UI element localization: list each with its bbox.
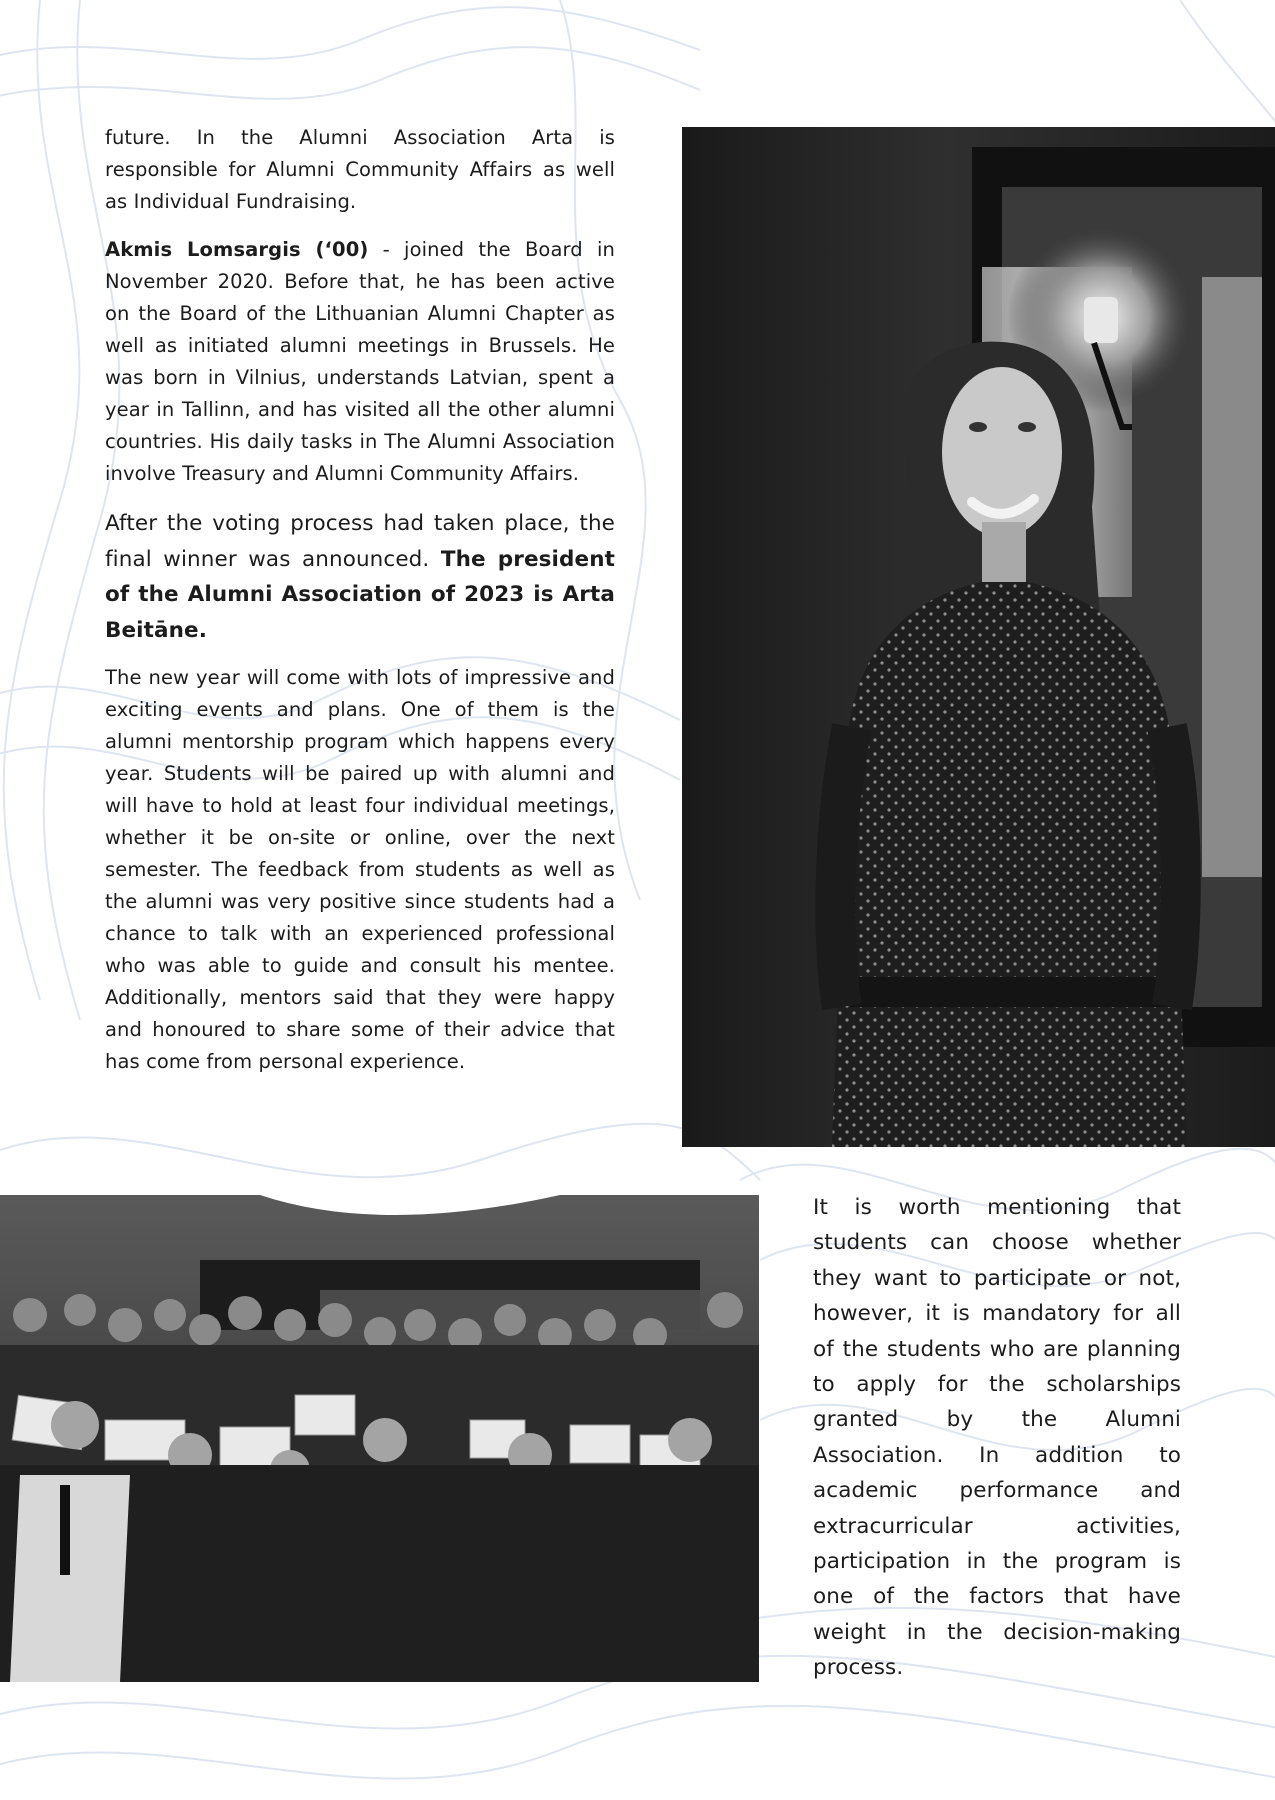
akmis-paragraph: [105, 234, 615, 490]
akmis-name: Akmis Lomsargis (‘00): [105, 238, 369, 261]
left-text-column: [105, 122, 615, 1094]
announcement-paragraph: [105, 506, 615, 648]
akmis-bio: - joined the Board in November 2020. Before that, he has been active on the Board of the Lithuanian Alumni Chapter as well as initiated alumni meetings in Brussels. He was born in Vilnius, understands Latvian, spent a year in Tallinn, and has visited all the other alumni countries. His daily tasks in The Alumni Association involve Treasury and Alumni Community Affairs.: [105, 238, 615, 485]
portrait-photo-graphic: [682, 127, 1275, 1147]
group-photo-graphic: [0, 1195, 759, 1682]
group-photo: [0, 1195, 759, 1682]
portrait-photo: [682, 127, 1275, 1147]
scholarship-paragraph: It is worth mentioning that students can choose whether they want to participate or not, however, it is mandatory for all of the students who are planning to apply for the scholarships granted by the Alumni Association. In addition to academic performance and extracurricular activities, participation in the program is one of the factors that have weight in the decision-making process.: [813, 1195, 1181, 1681]
president-announcement: The president of the Alumni Association of 2023 is Arta Beitāne.: [105, 546, 615, 643]
mentorship-paragraph: The new year will come with lots of impressive and exciting events and plans. One of them is the alumni mentorship program which happens every year. Students will be paired up with alumni and will have to hold at least four individual meetings, whether it be on-site or online, over the next semester. The feedback from students as well as the alumni was very positive since students had a chance to talk with an experienced professional who was able to guide and consult his mentee. Additionally, mentors said that they were happy and honoured to share some of their advice that has come from personal experience.: [105, 666, 615, 1073]
announcement-text: After the voting process had taken place, the final winner was announced.: [105, 511, 615, 572]
right-text-column: [813, 1190, 1181, 1702]
intro-paragraph: future. In the Alumni Association Arta is responsible for Alumni Community Affairs as well as Individual Fundraising.: [105, 126, 615, 213]
